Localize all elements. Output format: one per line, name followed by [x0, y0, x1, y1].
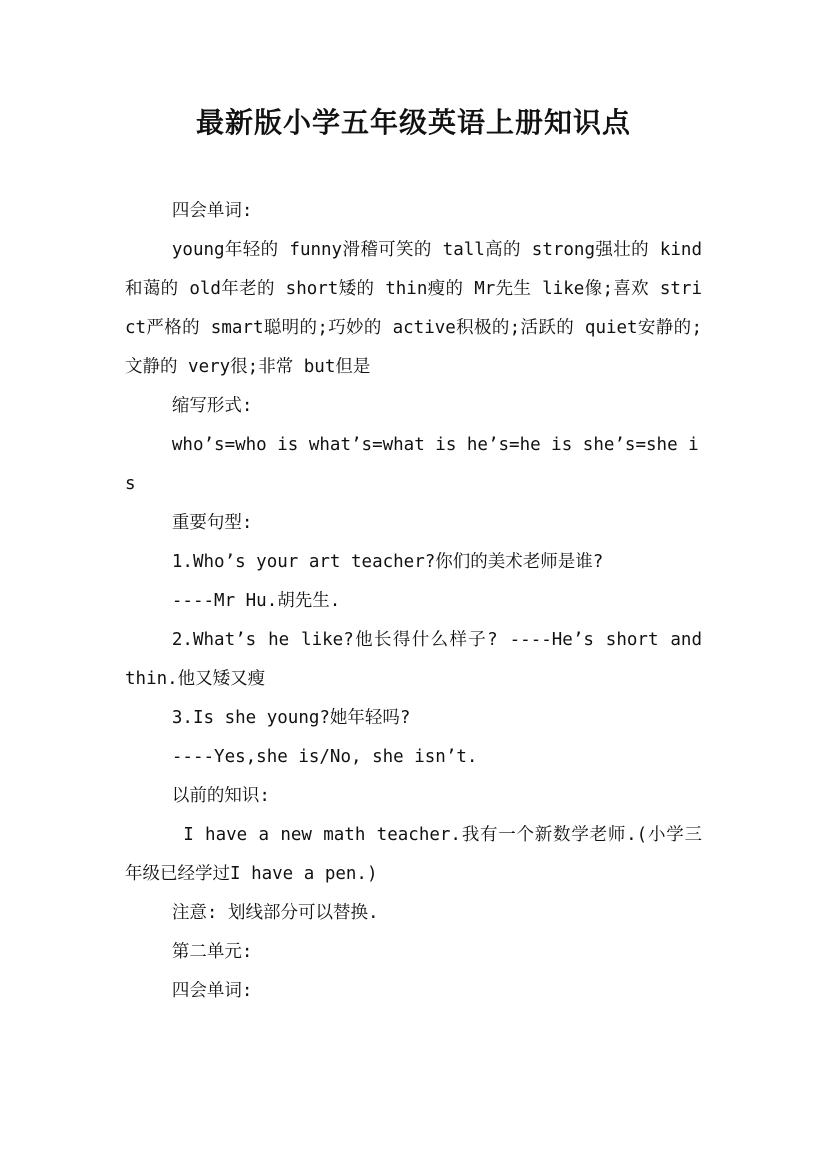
section-heading-vocabulary-2: 四会单词:	[171, 981, 253, 1001]
sentence-3-question: 3.Is she young?她年轻吗?	[171, 708, 411, 728]
contractions-paragraph: who’s=who is what’s=what is he’s=he is she’s=she is	[125, 435, 699, 494]
vocabulary-paragraph: young年轻的 funny滑稽可笑的 tall高的 strong强壮的 kind和蔼的 old年老的 short矮的 thin瘦的 Mr先生 like像;喜欢 strict严格的 smart聪明的;巧妙的 active积极的;活跃的 quiet安静的;文静的 very很;非常 but但是	[125, 240, 702, 377]
sentence-1-answer: ----Mr Hu.胡先生.	[171, 591, 341, 611]
sentence-1-question: 1.Who’s your art teacher?你们的美术老师是谁?	[171, 552, 604, 572]
section-heading-contractions: 缩写形式:	[171, 396, 253, 416]
sentence-3-answer: ----Yes,she is/No, she isn’t.	[171, 747, 478, 767]
note-paragraph: 注意: 划线部分可以替换.	[171, 903, 379, 923]
section-heading-unit-two: 第二单元:	[171, 942, 253, 962]
section-heading-prior-knowledge: 以前的知识:	[171, 786, 270, 806]
section-heading-key-sentences: 重要句型:	[171, 513, 253, 533]
document-body	[125, 192, 713, 1011]
sentence-2: 2.What’s he like?他长得什么样子? ----He’s short and thin.他又矮又瘦	[125, 630, 713, 689]
section-heading-vocabulary: 四会单词:	[171, 201, 253, 221]
prior-knowledge-paragraph: I have a new math teacher.我有一个新数学老师.(小学三年级已经学过I have a pen.)	[125, 825, 702, 884]
document-title: 最新版小学五年级英语上册知识点	[195, 106, 631, 139]
